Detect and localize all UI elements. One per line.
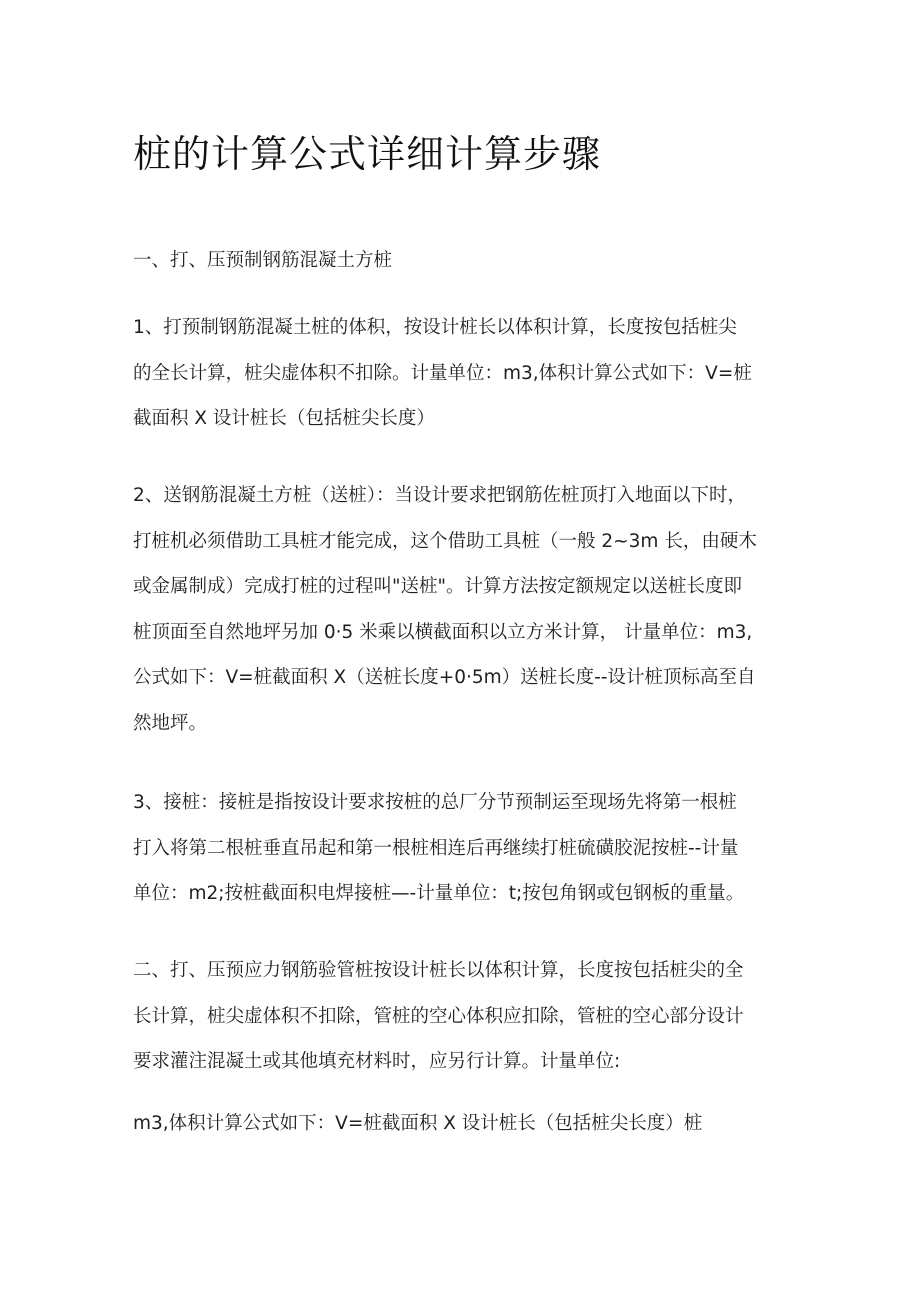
text-line: 长计算，桩尖虚体积不扣除，管桩的空心体积应扣除，管桩的空心部分设计 — [133, 1005, 744, 1027]
paragraph-2 — [133, 473, 805, 746]
section-heading-2-paragraph — [133, 948, 805, 1085]
text-line: 1、打预制钢筋混凝土桩的体积，按设计桩长以体积计算，长度按包括桩尖 — [133, 317, 737, 338]
text-line: 一、打、压预制钢筋混凝土方桩 — [133, 250, 393, 271]
text-line: 公式如下：V=桩截面积 X（送桩长度+0·5m）送桩长度--设计桩顶标高至自 — [133, 667, 756, 688]
text-line: 的全长计算，桩尖虚体积不扣除。计量单位：m3,体积计算公式如下：V=桩 — [133, 362, 752, 384]
text-line: 或金属制成）完成打桩的过程叫"送桩"。计算方法按定额规定以送桩长度即 — [133, 576, 743, 597]
section-heading-1 — [133, 238, 805, 284]
text-line: 打桩机必须借助工具桩才能完成，这个借助工具桩（一般 2~3m 长，由硬木 — [133, 530, 757, 552]
paragraph-3 — [133, 780, 805, 917]
document-title: 桩的计算公式详细计算步骤 — [133, 132, 602, 176]
text-line: 桩顶面至自然地坪另加 0·5 米乘以横截面积以立方米计算， 计量单位：m3, — [133, 621, 753, 643]
text-line: 要求灌注混凝土或其他填充材料时，应另行计算。计量单位: — [133, 1051, 621, 1072]
text-line: 3、接桩：接桩是指按设计要求按桩的总厂分节预制运至现场先将第一根桩 — [133, 792, 737, 813]
paragraph-5 — [133, 1101, 805, 1147]
text-line: 截面积 X 设计桩长（包括桩尖长度） — [133, 408, 435, 429]
text-line: 2、送钢筋混凝土方桩（送桩）：当设计要求把钢筋佐桩顶打入地面以下时， — [133, 485, 747, 506]
text-line: 二、打、压预应力钢筋验管桩按设计桩长以体积计算，长度按包括桩尖的全 — [133, 960, 744, 981]
text-line: m3,体积计算公式如下：V=桩截面积 X 设计桩长（包括桩尖长度）桩 — [133, 1113, 703, 1134]
text-line: 单位：m2;按桩截面积电焊接桩—-计量单位：t;按包角钢或包钢板的重量。 — [133, 883, 745, 904]
text-line: 然地坪。 — [133, 712, 208, 734]
paragraph-1 — [133, 305, 805, 442]
text-line: 打入将第二根桩垂直吊起和第一根桩相连后再继续打桩硫磺胶泥按桩--计量 — [133, 837, 739, 859]
